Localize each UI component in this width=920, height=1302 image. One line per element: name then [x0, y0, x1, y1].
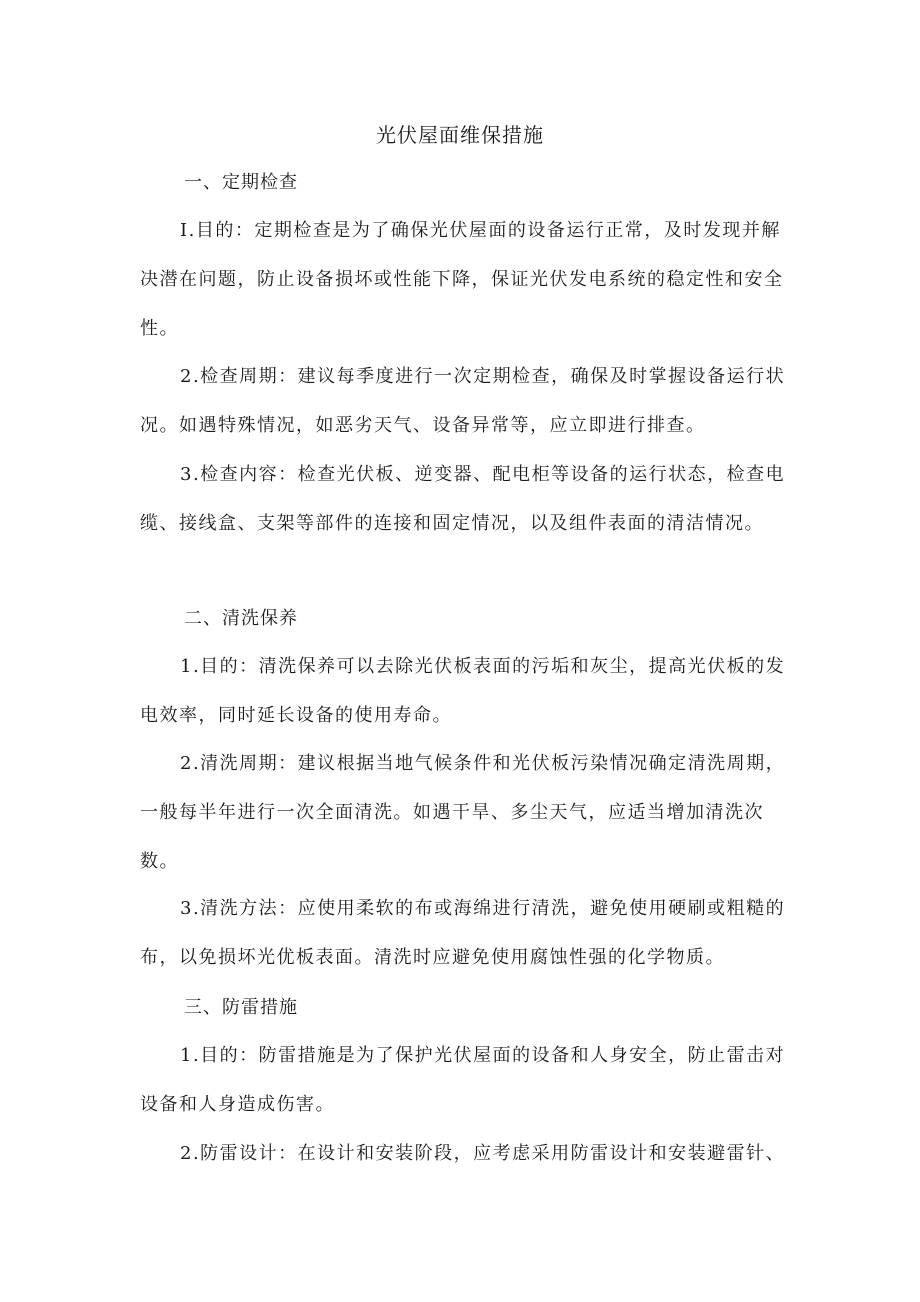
paragraph-lightning-design: 2.防雷设计：在设计和安装阶段，应考虑采用防雷设计和安装避雷针、 — [180, 1143, 786, 1164]
paragraph-cleaning-cycle: 2.清洗周期：建议根据当地气候条件和光伏板污染情况确定清洗周期，一般每半年进行一次全面清洗。如遇干旱、多尘天气，应适当增加清洗次数。 — [140, 753, 786, 872]
paragraph-lightning-purpose: 1.目的：防雷措施是为了保护光伏屋面的设备和人身安全，防止雷击对设备和人身造成伤害。 — [140, 1045, 786, 1115]
paragraph-inspection-cycle: 2.检查周期：建议每季度进行一次定期检查，确保及时掌握设备运行状况。如遇特殊情况，如恶劣天气、设备异常等，应立即进行排查。 — [140, 366, 786, 436]
section-heading-cleaning: 二、清洗保养 — [184, 608, 298, 629]
paragraph-inspection-content: 3.检查内容：检查光伏板、逆变器、配电柜等设备的运行状态，检查电缆、接线盒、支架等部件的连接和固定情况，以及组件表面的清洁情况。 — [140, 464, 786, 534]
paragraph-inspection-purpose: I.目的：定期检查是为了确保光伏屋面的设备运行正常，及时发现并解决潜在问题，防止设备损坏或性能下降，保证光伏发电系统的稳定性和安全性。 — [140, 220, 784, 339]
paragraph-cleaning-method: 3.清洗方法：应使用柔软的布或海绵进行清洗，避免使用硬刷或粗糙的布，以免损坏光优板表面。清洗时应避免使用腐蚀性强的化学物质。 — [140, 898, 786, 968]
section-heading-inspection: 一、定期检查 — [184, 172, 298, 193]
section-heading-lightning: 三、防雷措施 — [184, 997, 298, 1018]
document-title: 光伏屋面维保措施 — [376, 123, 544, 147]
paragraph-cleaning-purpose: 1.目的：清洗保养可以去除光伏板表面的污垢和灰尘，提高光伏板的发电效率，同时延长设备的使用寿命。 — [140, 656, 786, 726]
